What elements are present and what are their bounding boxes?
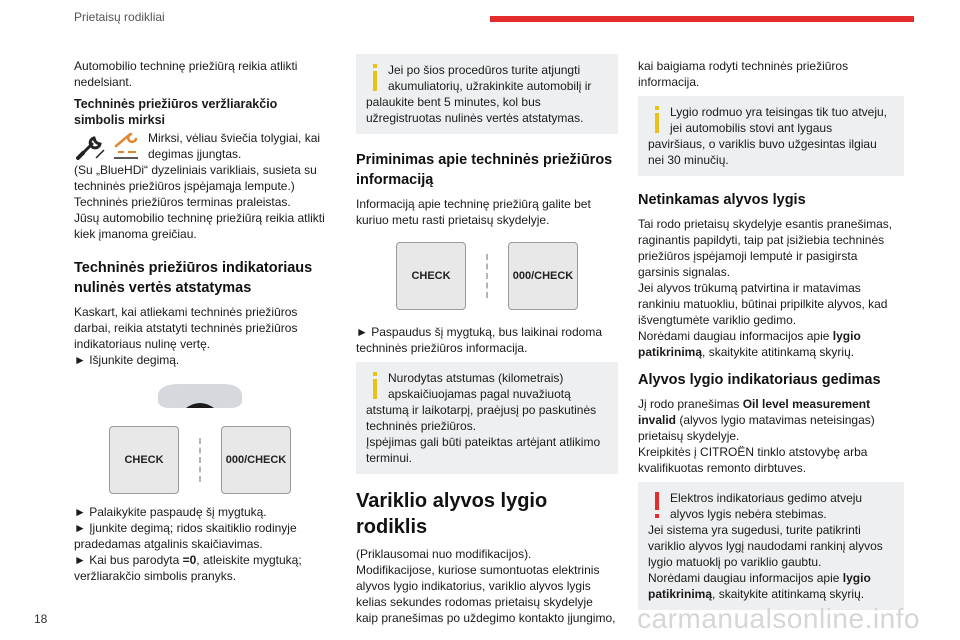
incorrect-level-paragraph: [638, 216, 904, 360]
reminder-paragraph: [356, 196, 618, 228]
text-line: Nurodytas atstumas (kilometrais): [388, 371, 564, 385]
column-3: [638, 58, 904, 620]
press-paragraph: [356, 324, 618, 356]
zero-check-button[interactable]: 000/CHECK: [221, 426, 291, 494]
text-line: Automobilio techninę priežiūrą reikia atlikti: [74, 59, 298, 73]
text-line: [74, 552, 326, 568]
text-line: Informaciją apie techninę priežiūrą galite bet: [356, 197, 591, 211]
reset-steps: [74, 504, 326, 584]
text-line: jei automobilis stovi ant lygaus: [670, 121, 833, 135]
text-line: paviršiaus, o variklis buvo užgesintas ilgiau: [648, 137, 877, 151]
text-line: išvengtumėte variklio gedimo.: [638, 313, 797, 327]
text-line: užregistruotas nulinės vertės atstatymas.: [366, 111, 584, 125]
continued-paragraph: [638, 58, 904, 90]
page-number: 18: [34, 612, 48, 626]
text-line: (Su „BlueHDi“ dyzeliniais varikliais, susieta su: [74, 163, 317, 177]
text-line: Lygio rodmuo yra teisingas tik tuo atveju,: [670, 105, 888, 119]
text-line: Kaskart, kai atliekami techninės priežiūros: [74, 305, 298, 319]
text-line: (Priklausomai nuo modifikacijos).: [356, 547, 532, 561]
info-icon: [650, 106, 664, 136]
text-line: [648, 586, 894, 602]
text-line: [638, 344, 904, 360]
text-line: rankiniu matuokliu, būtinai pripilkite alyvos, kad: [638, 297, 888, 311]
zero-check-button[interactable]: 000/CHECK: [508, 242, 578, 310]
text-line: raginantis papildyti, taip pat įsižiebia techninės: [638, 233, 885, 247]
text-line: Mirksi, vėliau šviečia tolygiai, kai: [148, 131, 321, 145]
text-fragment: (alyvos lygio matavimas neteisingas): [676, 413, 875, 427]
reset-paragraph: [74, 304, 326, 368]
text-line: Jei sistema yra sugedusi, turite patikrinti: [648, 523, 861, 537]
text-line: prietaisų skydelyje.: [638, 429, 740, 443]
bold-fragment: invalid: [638, 413, 677, 427]
text-line: priežiūros įspėjamoji lemputė ir pasigirsta: [638, 249, 858, 263]
text-line: akumuliatorių, užrakinkite automobilį ir: [388, 79, 592, 93]
divider: [486, 254, 488, 298]
wrench-heading: [74, 96, 326, 128]
info-note: [356, 362, 618, 474]
text-line: lygio matuoklį po variklio gaubtu.: [648, 555, 822, 569]
bold-fragment: lygio: [842, 571, 871, 585]
text-fragment: Norėdami daugiau informacijos apie: [648, 571, 843, 585]
text-line: Tai rodo prietaisų skydelyje esantis pranešimas,: [638, 217, 893, 231]
header-title: Prietaisų rodikliai: [74, 10, 165, 24]
text-line: [638, 328, 904, 344]
text-line: variklio alyvos lygį naudodami rankinį alyvos: [648, 539, 883, 553]
text-line: Priminimas apie techninės priežiūros: [356, 152, 613, 168]
reset-heading: [74, 258, 326, 298]
info-note: [638, 96, 904, 176]
ignition-icon: [150, 378, 250, 418]
text-line: ► Išjunkite degimą.: [74, 353, 180, 367]
text-line: apskaičiuojamas pagal nuvažiuotą: [388, 387, 571, 401]
text-line: Techninės priežiūros indikatoriaus: [74, 260, 313, 276]
text-line: techninės priežiūros.: [366, 419, 477, 433]
bold-fragment: lygio: [832, 329, 861, 343]
text-fragment: ► Kai bus parodyta: [74, 553, 183, 567]
text-line: Jūsų automobilio techninę priežiūrą reikia atlikti: [74, 211, 325, 225]
text-line: Įspėjimas gali būti pateiktas artėjant atlikimo: [366, 435, 601, 449]
wrench-clock-icon: [110, 132, 142, 162]
text-line: [638, 412, 904, 428]
bluehdi-paragraph: [74, 162, 326, 242]
fault-heading: Alyvos lygio indikatoriaus gedimas: [638, 372, 881, 388]
text-line: Modifikacijose, kuriose sumontuotas elektrinis: [356, 563, 600, 577]
reminder-button-pair: [356, 242, 618, 310]
text-line: Techninės priežiūros terminas praleistas.: [74, 195, 291, 209]
info-icon: [368, 64, 382, 94]
text-line: nei 30 minučių.: [648, 153, 729, 167]
text-line: indikatoriaus nulinę vertę.: [74, 337, 211, 351]
text-line: garsinis signalas.: [638, 265, 731, 279]
info-icon: [368, 372, 382, 402]
wrench-symbol-row: [74, 130, 326, 162]
reset-button-pair: [74, 426, 326, 494]
text-fragment: , atleiskite mygtuką;: [196, 553, 302, 567]
wrench-icon: [74, 132, 106, 162]
text-line: kaip pranešimas po uždegimo kontakto įjungimo,: [356, 611, 616, 625]
text-line: Jei alyvos trūkumą patvirtina ir matavimas: [638, 281, 861, 295]
text-line: Jei po šios procedūros turite atjungti: [388, 63, 581, 77]
text-line: nulinės vertės atstatymas: [74, 280, 252, 296]
text-line: degimas įjungtas.: [148, 147, 242, 161]
reminder-heading: [356, 150, 618, 190]
oil-gauge-paragraph: [356, 546, 618, 626]
intro-paragraph: [74, 58, 326, 90]
text-fragment: , skaitykite atitinkamą skyrių.: [712, 587, 865, 601]
text-line: kiek įmanoma greičiau.: [74, 227, 197, 241]
info-note: [356, 54, 618, 134]
text-line: techninės priežiūros informacija.: [356, 341, 528, 355]
text-line: pradedamas atgalinis skaičiavimas.: [74, 537, 263, 551]
text-line: veržliarakčio simbolis pranyks.: [74, 569, 237, 583]
text-line: darbai, reikia atstatyti techninės priežiūros: [74, 321, 298, 335]
check-button[interactable]: CHECK: [396, 242, 466, 310]
text-line: simbolis mirksi: [74, 113, 166, 127]
fault-paragraph: [638, 396, 904, 476]
text-line: atstumą ir laikotarpį, praėjusį po paskutinės: [366, 403, 597, 417]
text-fragment: , skaitykite atitinkamą skyrių.: [702, 345, 855, 359]
text-line: alyvos lygis nebėra stebimas.: [670, 507, 827, 521]
text-line: Elektros indikatoriaus gedimo atveju: [670, 491, 863, 505]
bold-fragment: patikrinimą: [648, 587, 713, 601]
divider: [199, 438, 201, 482]
bold-fragment: =0: [182, 553, 197, 567]
text-line: [648, 570, 894, 586]
text-line: kuriuo metu rasti prietaisų skydelyje.: [356, 213, 550, 227]
text-line: nedelsiant.: [74, 75, 133, 89]
column-2: [356, 58, 618, 632]
incorrect-level-heading: Netinkamas alyvos lygis: [638, 192, 806, 208]
watermark: carmanualsonline.info: [637, 603, 920, 634]
text-line: kai baigiama rodyti techninės priežiūros: [638, 59, 849, 73]
text-line: Techninės priežiūros veržliarakčio: [74, 97, 278, 111]
bold-fragment: Oil level measurement: [742, 397, 871, 411]
text-line: ► Palaikykite paspaudę šį mygtuką.: [74, 505, 267, 519]
ignition-illustration: [74, 378, 326, 418]
text-line: ► Paspaudus šį mygtuką, bus laikinai rodoma: [356, 325, 602, 339]
text-line: alyvos lygio indikatorius, variklio alyvos lygis: [356, 579, 591, 593]
text-line: techninės priežiūros įspėjamąja lempute.): [74, 179, 295, 193]
text-fragment: Jį rodo pranešimas: [638, 397, 743, 411]
check-button[interactable]: CHECK: [109, 426, 179, 494]
text-line: kelias sekundes rodomas prietaisų skydelyje: [356, 595, 593, 609]
text-line: kvalifikuotas remonto dirbtuves.: [638, 461, 807, 475]
wrench-description: [148, 130, 320, 162]
column-1: [74, 58, 326, 590]
bold-fragment: patikrinimą: [638, 345, 703, 359]
warning-note: [638, 482, 904, 610]
text-line: Kreipkitės į CITROËN tinklo atstovybę arba: [638, 445, 868, 459]
text-line: [638, 396, 904, 412]
oil-gauge-heading: Variklio alyvos lygio rodiklis: [356, 490, 548, 538]
text-line: informacija.: [638, 75, 700, 89]
text-fragment: Norėdami daugiau informacijos apie: [638, 329, 833, 343]
text-line: ► Įjunkite degimą; ridos skaitiklio rodinyje: [74, 521, 297, 535]
text-line: terminui.: [366, 451, 413, 465]
text-line: informaciją: [356, 172, 434, 188]
text-line: palaukite bent 5 minutes, kol bus: [366, 95, 541, 109]
header-accent-bar: [490, 16, 914, 22]
warning-icon: [650, 492, 664, 522]
